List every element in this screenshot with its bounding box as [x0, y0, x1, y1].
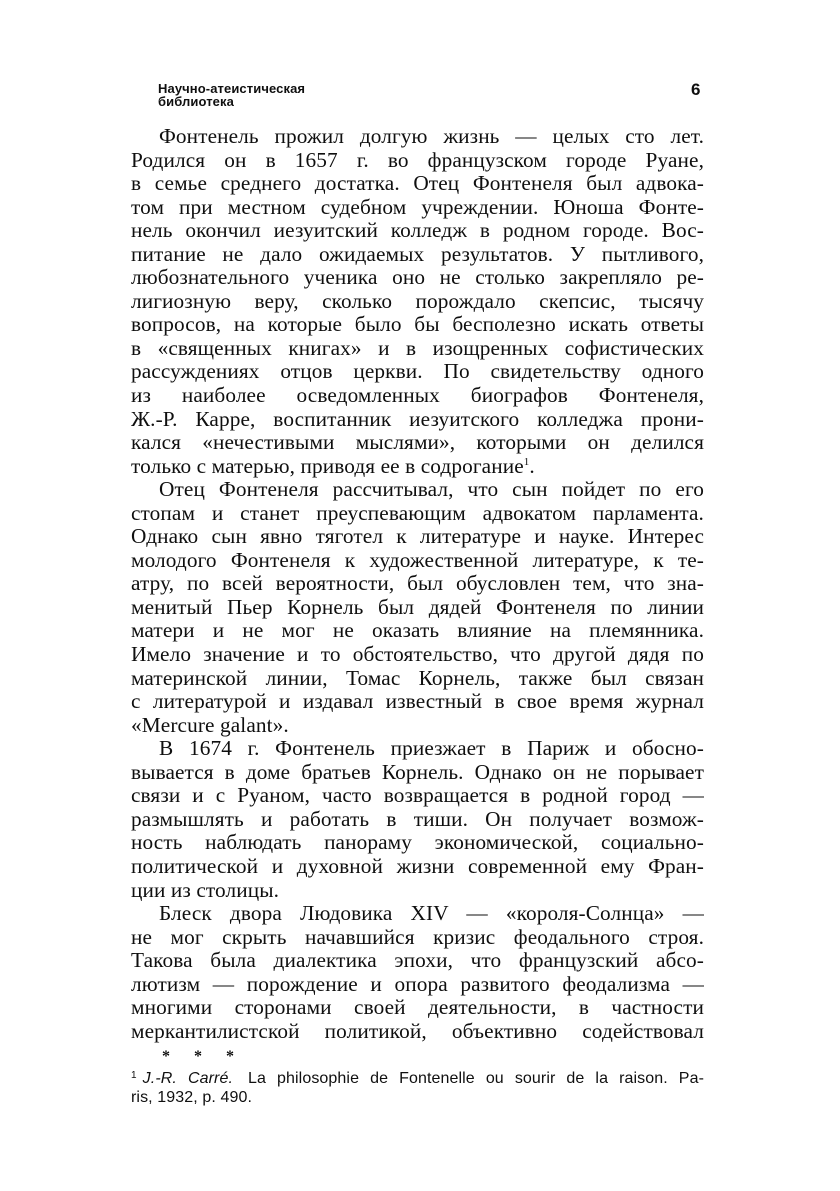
text-line: с литературой и издавал известный в свое время журнал	[131, 690, 704, 714]
text-line: молодого Фонтенеля к художественной литературе, к те-	[131, 548, 704, 572]
text-line: размышлять и работать в тиши. Он получает возмож-	[131, 807, 704, 831]
series-title-line-1: Научно-атеистическая	[158, 81, 306, 96]
text-line: Фонтенель прожил долгую жизнь — целых сто лет.	[159, 125, 704, 148]
text-line: питание не дало ожидаемых результатов. У пытливого,	[131, 242, 704, 266]
text-line: стопам и станет преуспевающим адвокатом парламента.	[131, 501, 704, 525]
text-line: в «священных книгах» и в изощренных софистических	[131, 336, 704, 360]
text-line: политической и духовной жизни современной ему Фран-	[131, 854, 704, 878]
text-line: том при местном судебном учреждении. Юноша Фонте-	[131, 195, 704, 219]
text-line: В 1674 г. Фонтенель приезжает в Париж и обосно-	[159, 737, 704, 761]
body-text	[131, 125, 704, 1043]
footnote-line-1	[131, 1066, 704, 1088]
text-line: вывается в доме братьев Корнель. Однако он не порывает	[131, 760, 704, 784]
text-line: Такова была диалектика эпохи, что французский абсо-	[131, 949, 704, 973]
text-line: матери и не мог не оказать влияние на племянника.	[131, 619, 704, 643]
text-line: Отец Фонтенеля рассчитывал, что сын пойдет по его	[159, 478, 704, 502]
text-line: Родился он в 1657 г. во французском городе Руане,	[131, 148, 704, 172]
text-line: Однако сын явно тяготел к литературе и науке. Интерес	[131, 525, 704, 549]
text-line: менитый Пьер Корнель был дядей Фонтенеля по линии	[131, 595, 704, 619]
text-line: вопросов, на которые было бы бесполезно искать ответы	[131, 313, 704, 337]
text-line: меркантилистской политикой, объективно содействовал	[131, 1019, 704, 1043]
text-line: лютизм — порождение и опора развитого феодализма —	[131, 972, 704, 996]
text-line: атру, по всей вероятности, был обусловлен тем, что зна-	[131, 572, 704, 596]
footnote-line-2: ris, 1932, p. 490.	[131, 1089, 252, 1106]
text-line: Имело значение и то обстоятельство, что другой дядя по	[131, 643, 704, 667]
text-line: любознательного ученика оно не столько закрепляло ре-	[131, 266, 704, 290]
text-line: ность наблюдать панораму экономической, социально-	[131, 831, 704, 855]
text-line: рассуждениях отцов церкви. По свидетельству одного	[131, 360, 704, 384]
running-head	[158, 82, 305, 108]
series-title-line-2: библиотека	[158, 94, 234, 109]
text-line: «Mercure galant».	[131, 713, 289, 737]
text-line: Блеск двора Людовика XIV — «короля-Солнца» —	[159, 902, 704, 926]
footnote-reference: 1	[523, 455, 530, 468]
text-line: связи и с Руаном, часто возвращается в родной город —	[131, 784, 704, 808]
text-line: лигиозную веру, сколько порождало скепсис, тысячу	[131, 289, 704, 313]
text-line: кался «нечестивыми мыслями», которыми он делился	[131, 431, 704, 455]
text-line: Ж.-Р. Карре, воспитанник иезуитского колледжа прони-	[131, 407, 704, 431]
text-line: только с матерью, приводя ее в содрогание	[131, 454, 524, 478]
footnote-mark: 1	[131, 1070, 137, 1081]
text-line: из наиболее осведомленных биографов Фонтенеля,	[131, 384, 704, 408]
text-line: материнской линии, Томас Корнель, также был связан	[131, 666, 704, 690]
text-line: многими сторонами своей деятельности, в частности	[131, 996, 704, 1020]
text-line-with-footnote-ref: только с матерью, приводя ее в содрогание$^1$.	[131, 454, 535, 478]
page-number: 6	[691, 80, 701, 99]
footnote-author: J.-R. Carré.	[142, 1070, 234, 1087]
text-line: нель окончил иезуитский колледж в родном городе. Вос-	[131, 219, 704, 243]
text-line: ции из столицы.	[131, 878, 280, 902]
text-line: в семье среднего достатка. Отец Фонтенеля был адвока-	[131, 172, 704, 196]
text-line: не мог скрыть начавшийся кризис феодального строя.	[131, 925, 704, 949]
footnote-separator: * * *	[162, 1048, 244, 1065]
footnote-title: La philosophie de Fontenelle ou sourir de la raison. Pa-	[248, 1070, 705, 1087]
footnote	[131, 1066, 704, 1107]
